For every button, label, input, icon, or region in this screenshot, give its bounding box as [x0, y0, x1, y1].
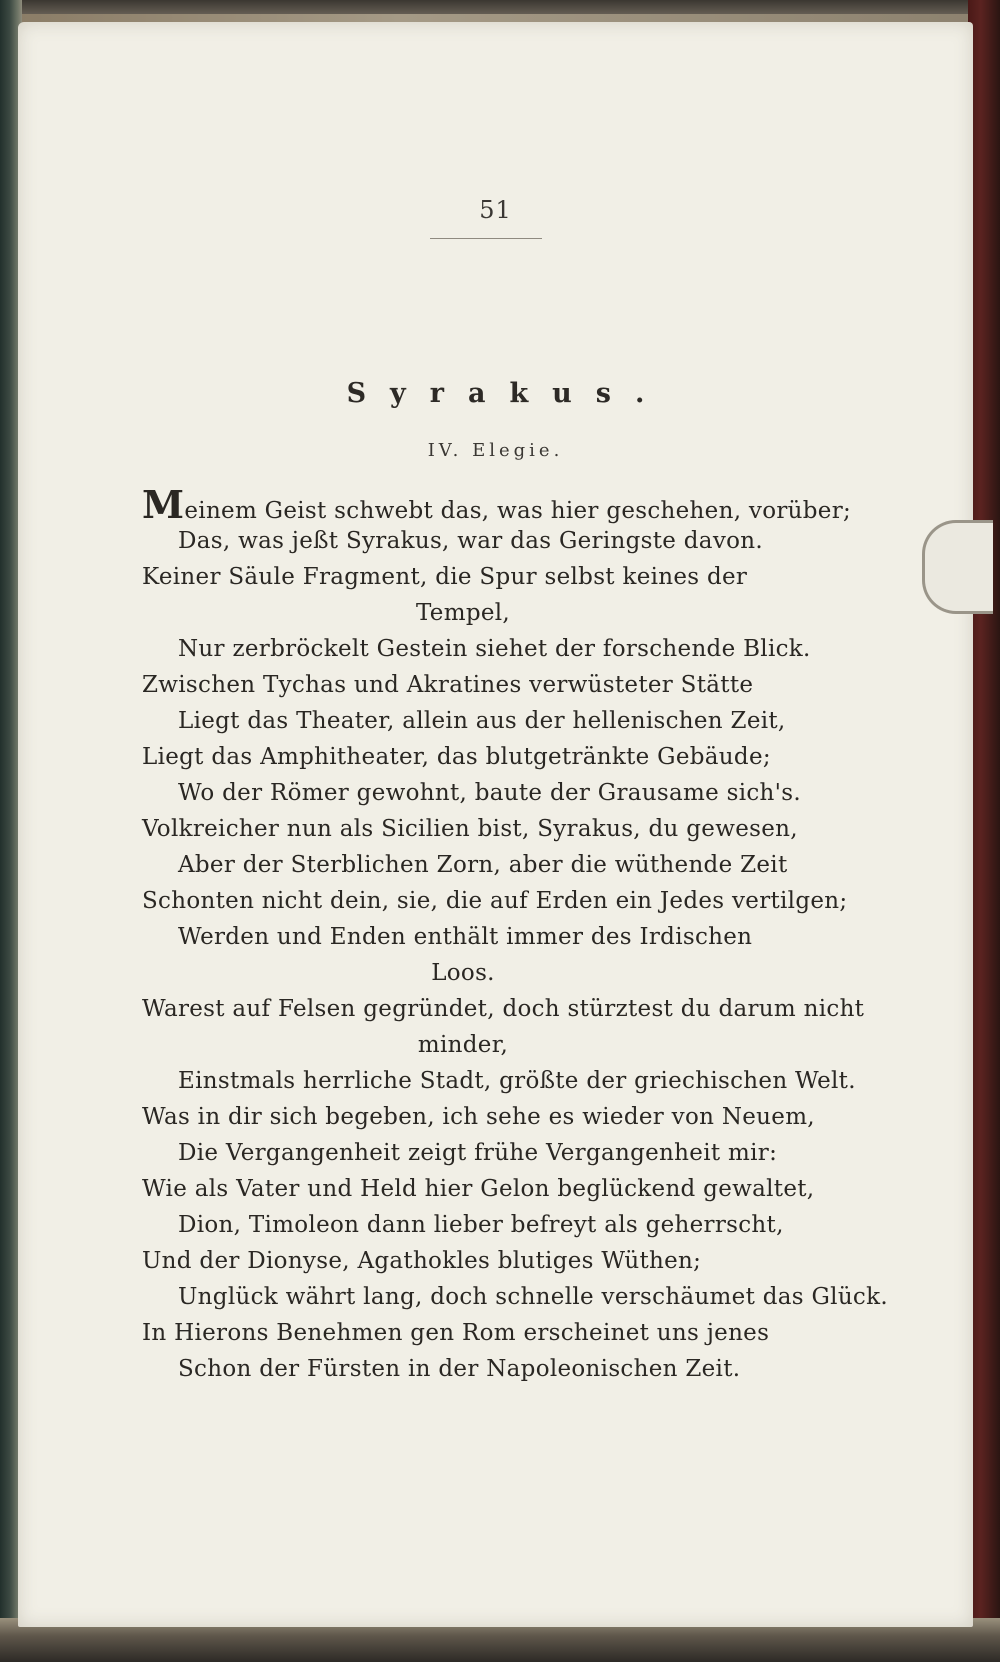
- poem-line: Keiner Säule Fragment, die Spur selbst keines der: [142, 564, 748, 590]
- page-number: 51: [479, 196, 512, 224]
- poem-line: Nur zerbröckelt Gestein siehet der forschende Blick.: [178, 636, 811, 662]
- poem-line: Tempel,: [415, 600, 511, 626]
- poem-line: Und der Dionyse, Agathokles blutiges Wüthen;: [142, 1248, 702, 1274]
- poem-line: Aber der Sterblichen Zorn, aber die wüthende Zeit: [178, 852, 788, 878]
- poem-line: Volkreicher nun als Sicilien bist, Syrakus, du gewesen,: [142, 816, 798, 842]
- poem-line: Schon der Fürsten in der Napoleonischen Zeit.: [178, 1356, 741, 1382]
- poem-line: Was in dir sich begeben, ich sehe es wieder von Neuem,: [142, 1104, 815, 1130]
- poem-line: [142, 482, 852, 527]
- poem-line: Das, was jeßt Syrakus, war das Geringste davon.: [178, 528, 763, 554]
- poem-line: Wie als Vater und Held hier Gelon beglückend gewaltet,: [142, 1176, 815, 1202]
- poem-line: Zwischen Tychas und Akratines verwüsteter Stätte: [142, 672, 754, 698]
- poem-subtitle: IV. Elegie.: [427, 440, 564, 461]
- page-number-rule: [430, 238, 542, 239]
- poem-line: Loos.: [431, 960, 495, 986]
- page-clip: [922, 520, 993, 614]
- poem-line: In Hierons Benehmen gen Rom erscheinet uns jenes: [142, 1320, 770, 1346]
- drop-cap: M: [142, 482, 185, 527]
- poem-line: Dion, Timoleon dann lieber befreyt als geherrscht,: [178, 1212, 784, 1238]
- poem-line: Unglück währt lang, doch schnelle verschäumet das Glück.: [178, 1284, 888, 1310]
- poem-line: Liegt das Theater, allein aus der hellenischen Zeit,: [178, 708, 786, 734]
- poem-line: Wo der Römer gewohnt, baute der Grausame sich's.: [178, 780, 802, 806]
- poem-line: Schonten nicht dein, sie, die auf Erden ein Jedes vertilgen;: [142, 888, 848, 914]
- poem-line: minder,: [417, 1032, 509, 1058]
- poem-line: Die Vergangenheit zeigt frühe Vergangenheit mir:: [178, 1140, 778, 1166]
- poem-line: Werden und Enden enthält immer des Irdischen: [178, 924, 753, 950]
- poem-title: Syrakus.: [346, 378, 669, 409]
- poem-line: Liegt das Amphitheater, das blutgetränkte Gebäude;: [142, 744, 771, 770]
- poem-line: Einstmals herrliche Stadt, größte der griechischen Welt.: [178, 1068, 856, 1094]
- poem-line-text: einem Geist schwebt das, was hier geschehen, vorüber;: [184, 498, 852, 524]
- poem-line: Warest auf Felsen gegründet, doch stürztest du darum nicht: [142, 996, 865, 1022]
